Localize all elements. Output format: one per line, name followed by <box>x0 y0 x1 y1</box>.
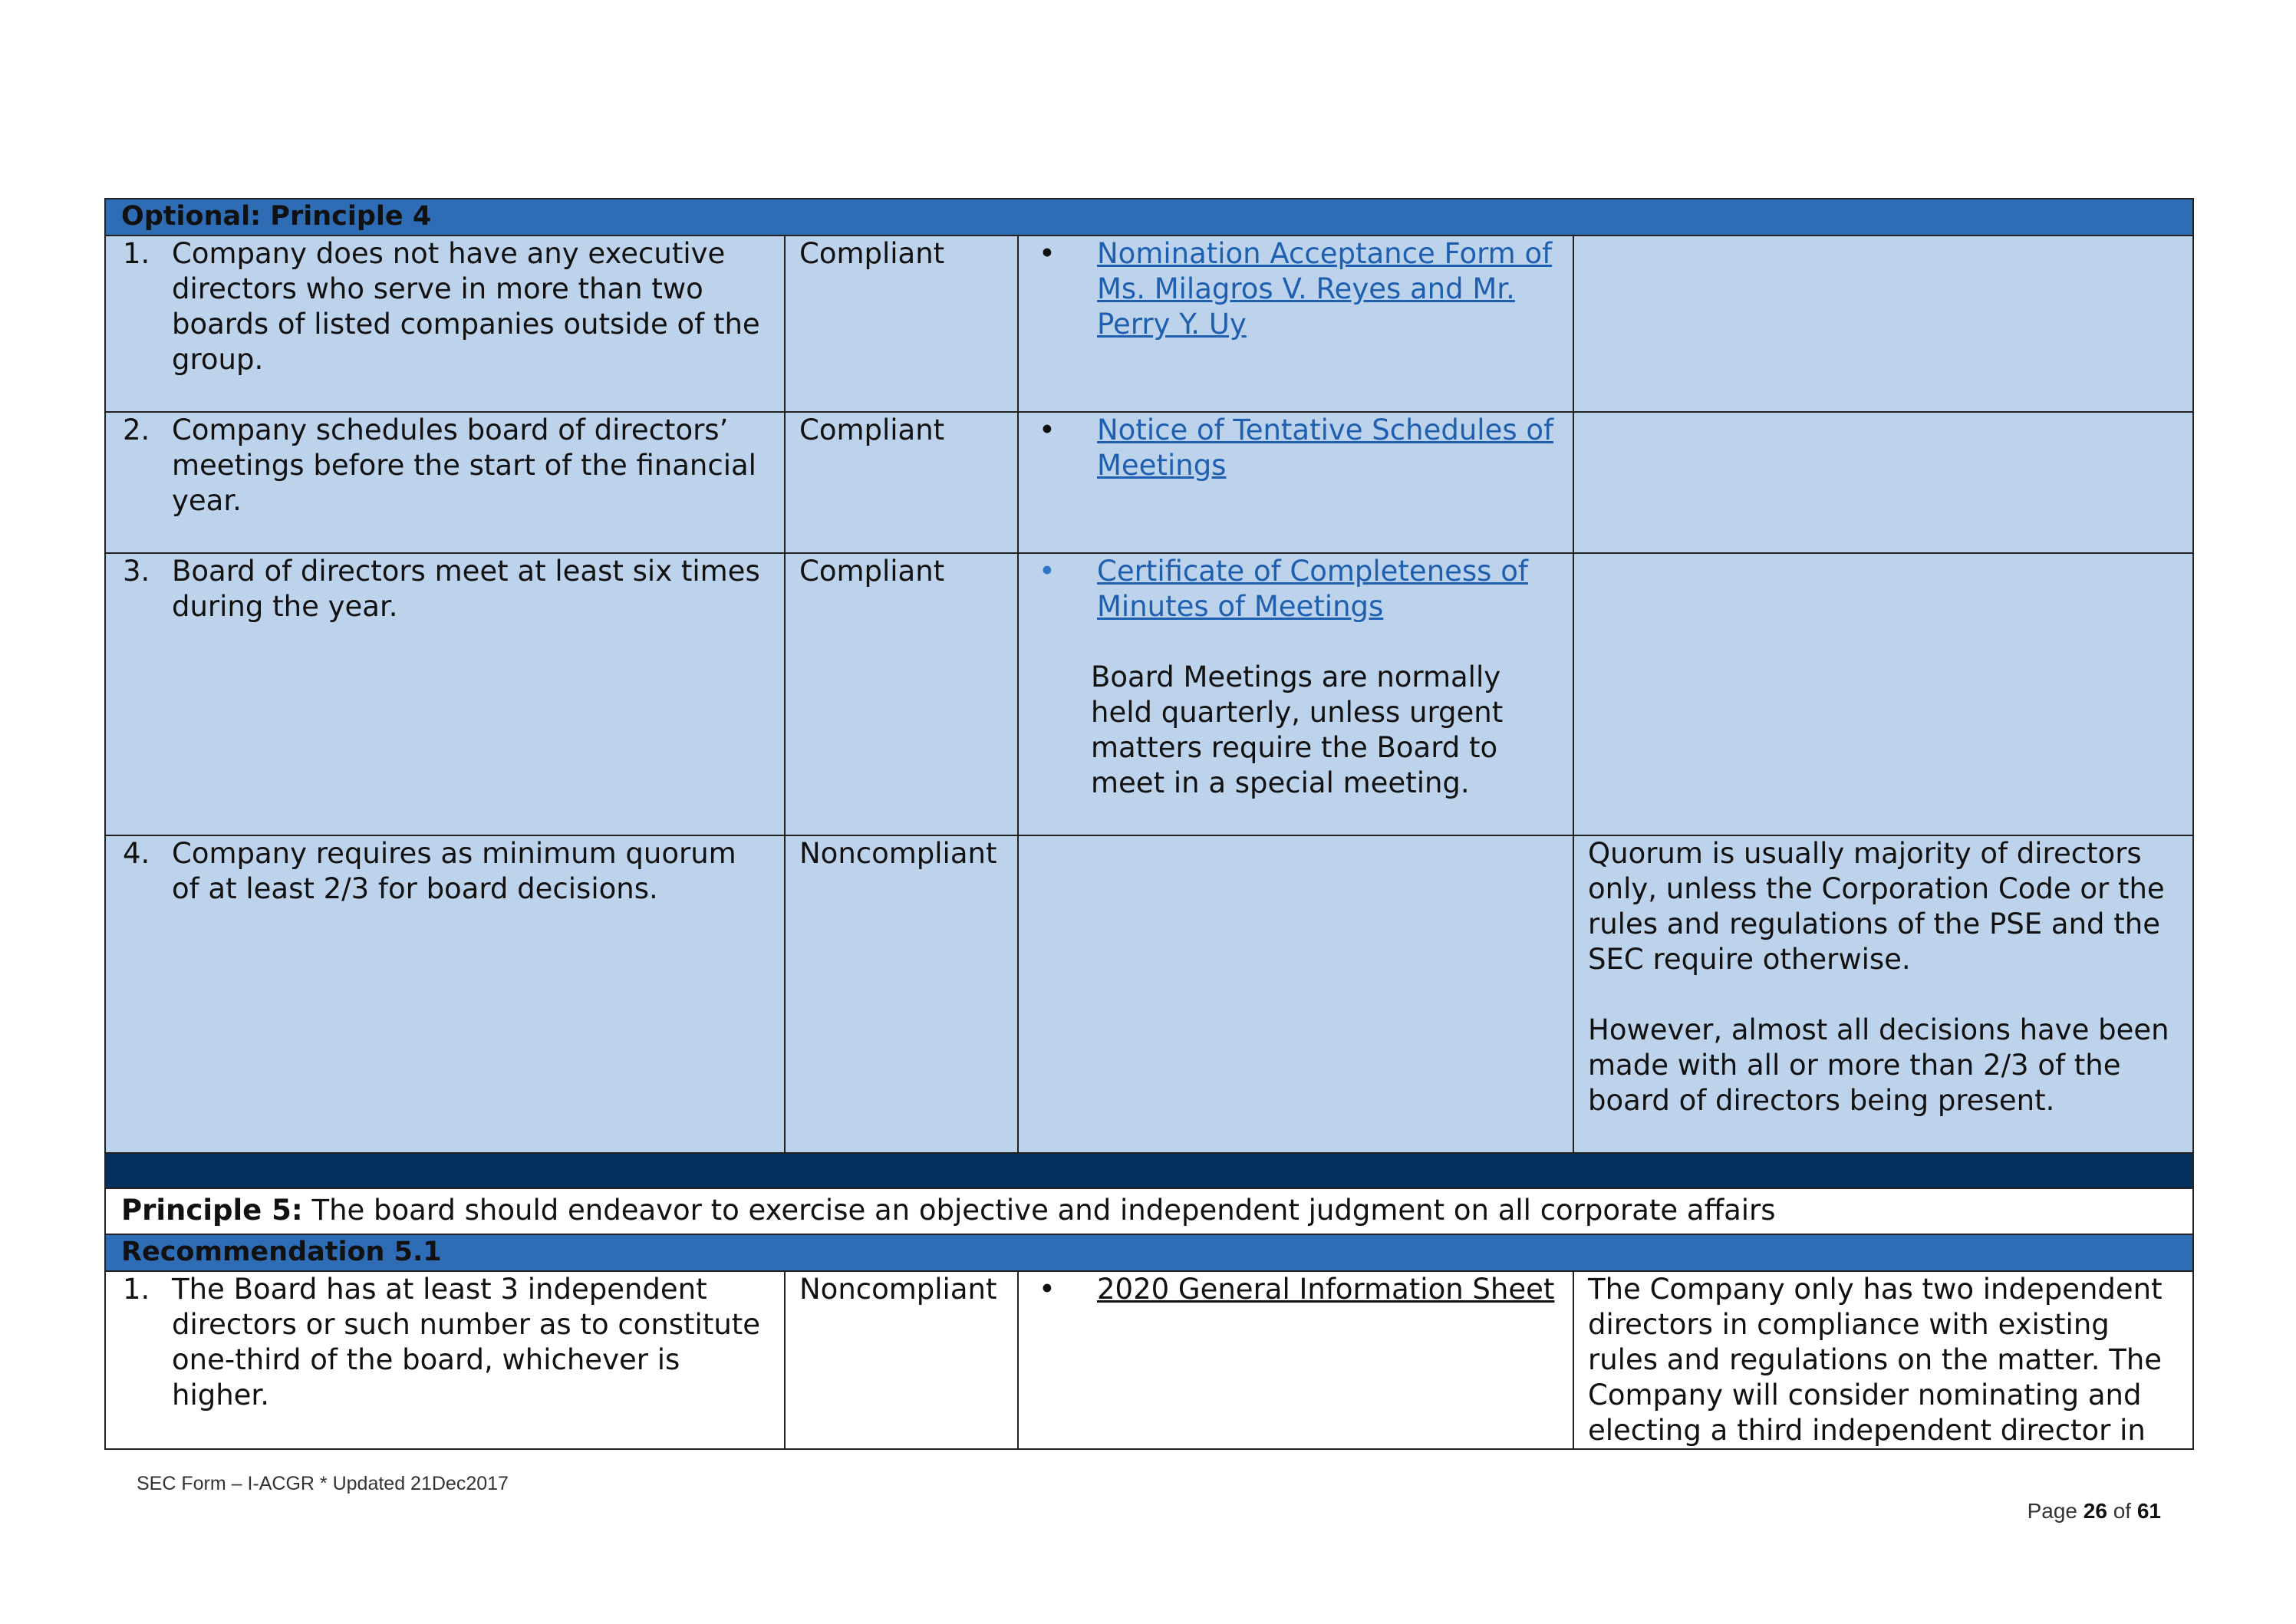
page-prefix: Page <box>2027 1499 2077 1523</box>
table-row <box>105 1271 2193 1449</box>
form-footer: SEC Form – I-ACGR * Updated 21Dec2017 <box>137 1473 509 1494</box>
evidence-link[interactable]: Certificate of Completeness of Minutes of Meetings <box>1097 555 1528 623</box>
principle5-text: The board should endeavor to exercise an objective and independent judgment on all corporate affairs <box>311 1194 1776 1227</box>
principle5-label: Principle 5: <box>121 1194 303 1227</box>
recommendation-text: Board of directors meet at least six times during the year. <box>172 555 760 623</box>
bullet-icon: • <box>1039 1273 1056 1306</box>
compliance-status: Noncompliant <box>785 1271 1018 1449</box>
table-row <box>105 412 2193 553</box>
compliance-status: Compliant <box>785 553 1018 835</box>
row-number: 2. <box>123 413 150 446</box>
principle4-header: Optional: Principle 4 <box>105 199 2193 236</box>
page-number <box>2028 1499 2161 1524</box>
table-row <box>105 553 2193 835</box>
recommendation-text: Company requires as minimum quorum of at least 2/3 for board decisions. <box>172 837 736 905</box>
compliance-status: Noncompliant <box>785 835 1018 1153</box>
evidence-note: Board Meetings are normally held quarterly, unless urgent matters require the Board to meet in a special meeting. <box>1091 660 1504 799</box>
row-number: 4. <box>123 837 150 870</box>
explanation <box>1573 553 2193 835</box>
recommendation-header: Recommendation 5.1 <box>105 1234 2193 1271</box>
row-number: 3. <box>123 555 150 588</box>
table-row <box>105 236 2193 412</box>
explanation-continued: However, almost all decisions have been made with all or more than 2/3 of the board of directors being present. <box>1588 1013 2169 1117</box>
bullet-icon: • <box>1039 237 1056 270</box>
page-of: of <box>2113 1499 2132 1523</box>
explanation <box>1573 236 2193 412</box>
section-divider <box>105 1153 2193 1188</box>
recommendation-text: Company schedules board of directors’ meetings before the start of the financial year. <box>172 413 756 517</box>
recommendation-text: Company does not have any executive directors who serve in more than two boards of listed companies outside of the group. <box>172 237 760 376</box>
total-pages: 61 <box>2136 1499 2161 1523</box>
compliance-status: Compliant <box>785 236 1018 412</box>
explanation: Quorum is usually majority of directors only, unless the Corporation Code or the rules and regulations of the PSE and the SEC require otherwise. <box>1588 837 2165 976</box>
current-page: 26 <box>2083 1499 2107 1523</box>
explanation <box>1573 412 2193 553</box>
row-number: 1. <box>123 1273 150 1306</box>
bullet-icon: • <box>1039 555 1056 588</box>
principle5-statement <box>105 1188 2193 1234</box>
evidence-link[interactable]: Notice of Tentative Schedules of Meetings <box>1097 413 1554 482</box>
table-row <box>105 835 2193 1153</box>
acgr-table <box>104 198 2194 1450</box>
evidence-link[interactable]: 2020 General Information Sheet <box>1097 1273 1555 1306</box>
bullet-icon: • <box>1039 413 1056 446</box>
row-number: 1. <box>123 237 150 270</box>
recommendation-text: The Board has at least 3 independent directors or such number as to constitute one-third of the board, whichever is higher. <box>172 1273 761 1412</box>
evidence-cell <box>1018 835 1573 1153</box>
explanation: The Company only has two independent directors in compliance with existing rules and regulations on the matter. The Company will consider nominating and electing a third independent director in <box>1573 1271 2193 1449</box>
compliance-status: Compliant <box>785 412 1018 553</box>
evidence-link[interactable]: Nomination Acceptance Form of Ms. Milagros V. Reyes and Mr. Perry Y. Uy <box>1097 237 1553 341</box>
